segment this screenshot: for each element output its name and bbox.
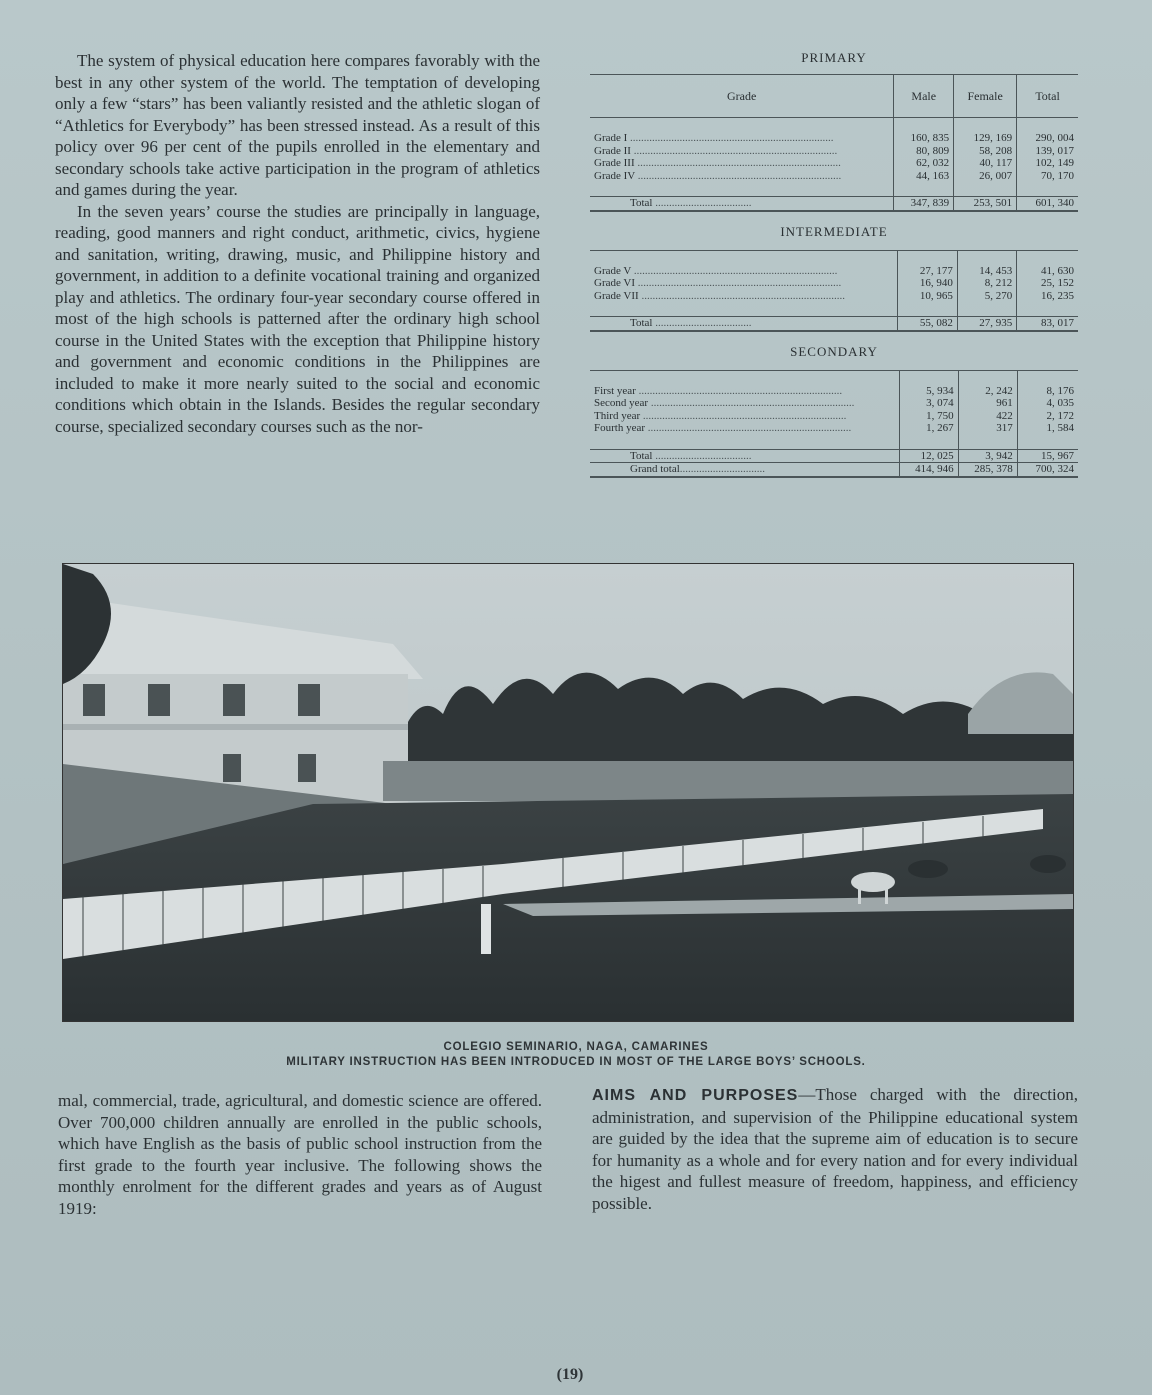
cell-female: 58, 208 [954,145,1017,158]
table-row: Grade III .......................................................................... 62, 032 40, 117 102, 149 [590,157,1078,170]
cell-total: 41, 630 [1017,265,1078,278]
row-label: Grade V [594,264,632,277]
caption-line-1: COLEGIO SEMINARIO, NAGA, CAMARINES [443,1041,709,1053]
row-label: Grade VII [594,289,639,302]
cell-total: 139, 017 [1017,145,1078,158]
section-title-secondary: SECONDARY [790,343,878,359]
total-label: Total [630,317,653,329]
grand-total-label: Grand total [630,463,680,475]
header-total: Total [1017,75,1078,118]
intermediate-total-total: 83, 017 [1017,317,1078,330]
primary-total-male: 347, 839 [894,197,954,210]
photo-military-drill [62,563,1074,1022]
intermediate-total-male: 55, 082 [898,317,957,330]
table-row: Grade II .......................................................................... 80, 809 58, 208 139, 017 [590,145,1078,158]
intermediate-table [590,251,1078,330]
header-grade: Grade [590,75,894,118]
caption-line-2: MILITARY INSTRUCTION HAS BEEN INTRODUCED IN MOST OF THE LARGE BOYS’ SCHOOLS. [286,1056,866,1068]
page-number: (19) [556,1366,584,1383]
paragraph-aims [592,1084,1078,1214]
cell-male: 62, 032 [894,157,954,170]
cell-male: 80, 809 [894,145,954,158]
cell-female: 5, 270 [957,290,1016,303]
table-row: First year .......................................................................... 5, 934 2, 242 8, 176 [590,385,1078,398]
row-label: Grade VI [594,277,636,289]
paragraph-secondary-courses: mal, commercial, trade, agricultural, and domestic science are offered. Over 700,000 children annually are enrolled in the public schools, which have English as the basis of public school instruction from the first grade to the fourth year inclusive. The following shows the monthly enrolment for the different grades and years as of August 1919: [58,1091,542,1218]
cell-total: 290, 004 [1017,132,1078,145]
table-row: Grade VI .......................................................................... 16, 940 8, 212 25, 152 [590,277,1078,290]
secondary-total-male: 12, 025 [899,449,958,463]
row-label: Grade IV [594,169,636,182]
paragraph-course-studies: In the seven years’ course the studies are principally in language, reading, good manners and right conduct, arithmetic, civics, hygiene and sanitation, writing, drawing, music, and Philippine history and government, in addition to a definite vocational training and organized play and athletics. The ordinary four-year secondary course offered in most of the high schools is patterned after the ordinary high school course in the United States with the exception that Philippine history and government and economic conditions in the Philippines are included to make it more nearly suited to the social and economic conditions which obtain in the Islands. Besides the regular secondary course, specialized secondary courses such as the nor- [55,201,540,436]
row-label: Second year [594,397,649,409]
cell-male: 27, 177 [898,265,957,278]
row-label: Grade III [594,157,635,169]
cell-female: 26, 007 [954,170,1017,183]
aims-text-column [592,1084,1078,1214]
paragraph-physical-education: The system of physical education here compares favorably with the best in any other system of the world. The temptation of developing only a few “stars” has been valiantly resisted and the athletic slogan of “Athletics for Everybody” has been stressed instead. As a result of this policy over 96 per cent of the pupils enrolled in the elementary and secondary schools take active participation in the program of athletics and games during the year. [55,51,540,199]
cell-male: 5, 934 [899,385,958,398]
cell-male: 44, 163 [894,170,954,183]
intermediate-total-female: 27, 935 [957,317,1016,330]
row-label: Fourth year [594,422,646,434]
row-label: Third year [594,409,641,422]
primary-total-total: 601, 340 [1017,197,1078,210]
cell-total: 25, 152 [1017,277,1078,290]
section-title-primary: PRIMARY [801,50,867,65]
row-label: First year [594,384,636,397]
table-row: Second year .......................................................................... 3, 074 961 4, 035 [590,397,1078,410]
cell-total: 16, 235 [1017,290,1078,303]
secondary-table [590,371,1078,476]
secondary-total-total: 15, 967 [1017,449,1078,463]
grand-total-row: Grand total............................... 414, 946 285, 378 700, 324 [590,463,1078,476]
grand-total-total: 700, 324 [1017,463,1078,476]
cell-total: 8, 176 [1017,385,1078,398]
cell-male: 160, 835 [894,132,954,145]
aims-text: —Those charged with the direction, administration, and supervision of the Philippine educational system are guided by the idea that the supreme aim of education is to secure for humanity as a whole and for every nation and for every individual the higest and fullest measure of freedom, happiness, and efficiency possible. [592,1085,1079,1213]
cell-male: 10, 965 [898,290,957,303]
cell-total: 1, 584 [1017,422,1078,435]
cell-total: 2, 172 [1017,410,1078,423]
table-row: Third year .......................................................................... 1, 750 422 2, 172 [590,410,1078,423]
photo-caption [0,1040,1152,1070]
table-row: Grade V .......................................................................... 27, 177 14, 453 41, 630 [590,265,1078,278]
cell-male: 1, 267 [899,422,958,435]
table-row: Grade VII .......................................................................... 10, 965 5, 270 16, 235 [590,290,1078,303]
cell-total: 4, 035 [1017,397,1078,410]
row-label: Grade II [594,144,631,157]
intro-text-column [55,50,540,437]
table-header-row [590,75,1078,118]
cell-female: 40, 117 [954,157,1017,170]
secondary-total-row: Total ................................... 12, 025 3, 942 15, 967 [590,449,1078,463]
cell-total: 102, 149 [1017,157,1078,170]
cell-female: 422 [958,410,1017,423]
secondary-total-female: 3, 942 [958,449,1017,463]
intermediate-total-row: Total ................................... 55, 082 27, 935 83, 017 [590,317,1078,330]
cell-female: 8, 212 [957,277,1016,290]
enrolment-table [590,50,1078,478]
aims-heading: AIMS AND PURPOSES [592,1087,799,1104]
cell-male: 16, 940 [898,277,957,290]
cell-female: 317 [958,422,1017,435]
cell-male: 3, 074 [899,397,958,410]
cell-female: 129, 169 [954,132,1017,145]
cell-total: 70, 170 [1017,170,1078,183]
grand-total-female: 285, 378 [958,463,1017,476]
total-label: Total [630,197,653,209]
table-row: Fourth year .......................................................................... 1, 267 317 1, 584 [590,422,1078,435]
table-row: Grade IV .......................................................................... 44, 163 26, 007 70, 170 [590,170,1078,183]
primary-total-female: 253, 501 [954,197,1017,210]
cell-female: 2, 242 [958,385,1017,398]
primary-total-row: Total ................................... 347, 839 253, 501 601, 340 [590,197,1078,210]
cell-female: 14, 453 [957,265,1016,278]
enrolment-text-column [58,1090,542,1219]
total-label: Total [630,449,653,462]
table-row: Grade I .......................................................................... 160, 835 129, 169 290, 004 [590,132,1078,145]
row-label: Grade I [594,132,628,144]
cell-male: 1, 750 [899,410,958,423]
grand-total-male: 414, 946 [899,463,958,476]
header-male: Male [894,75,954,118]
primary-table [590,75,1078,210]
section-title-intermediate: INTERMEDIATE [780,223,888,239]
cell-female: 961 [958,397,1017,410]
header-female: Female [954,75,1017,118]
